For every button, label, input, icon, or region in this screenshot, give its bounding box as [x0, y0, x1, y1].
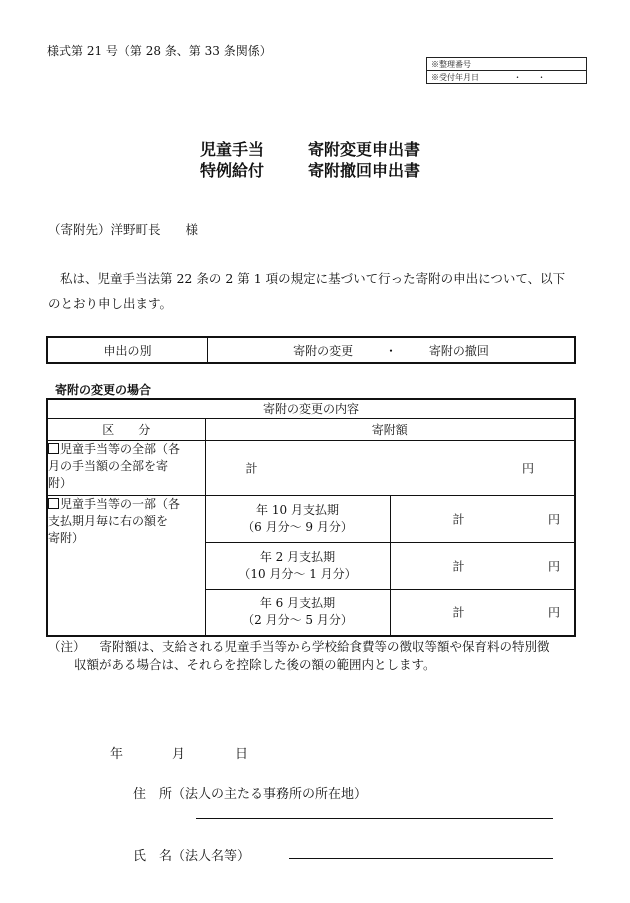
amount-header: 寄附額: [205, 418, 575, 440]
title-child-allowance: 児童手当: [200, 140, 265, 159]
october-yen-label: 円: [547, 512, 560, 526]
all-total-label: 計: [245, 461, 258, 475]
name-label: 氏 名（法人名等）: [133, 849, 251, 864]
june-total-label: 計: [452, 605, 465, 620]
period-october: [205, 495, 390, 542]
partial-option-cell[interactable]: [47, 495, 205, 636]
declaration-line-1: 私は、児童手当法第 22 条の 2 第 1 項の規定に基づいて行った寄附の申出について、以下: [60, 271, 566, 286]
period-june: [205, 589, 390, 636]
period-october-months: （6 月分～ 9 月分）: [242, 519, 353, 534]
title-special-benefit: 特例給付: [200, 161, 265, 180]
category-header: 区 分: [47, 418, 205, 440]
note-label: （注）: [48, 639, 86, 654]
address-label: 住 所（法人の主たる事務所の所在地）: [133, 787, 368, 802]
name-line[interactable]: [289, 858, 553, 859]
period-june-months: （2 月分～ 5 月分）: [242, 613, 353, 628]
date-year-label: 年: [110, 747, 124, 762]
period-october-name: 年 10 月支払期: [256, 502, 339, 517]
option-separator: ・: [384, 343, 397, 358]
june-yen-label: 円: [547, 605, 560, 620]
form-number: 様式第 21 号（第 28 条、第 33 条関係）: [47, 44, 272, 58]
option-change[interactable]: 寄附の変更: [293, 343, 354, 358]
title-change-request: 寄附変更申出書: [308, 140, 421, 159]
reference-number-label: ※整理番号: [427, 58, 587, 71]
october-total-label: 計: [452, 512, 465, 526]
change-content-table: [46, 398, 576, 637]
all-option-line-3: 附）: [48, 475, 73, 490]
partial-option-checkbox[interactable]: [48, 498, 59, 509]
office-use-box: [426, 57, 587, 84]
period-february-months: （10 月分～ 1 月分）: [238, 566, 357, 581]
note-line-2: 収額がある場合は、それらを控除した後の額の範囲内とします。: [74, 657, 436, 672]
note: [48, 638, 593, 674]
request-type-table: [46, 336, 576, 364]
received-date-dots: ・ ・: [513, 72, 546, 82]
february-yen-label: 円: [547, 559, 560, 573]
partial-option-line-1: 児童手当等の一部（各: [60, 496, 181, 511]
period-february-amount[interactable]: [390, 542, 575, 589]
partial-option-line-3: 寄附）: [48, 530, 85, 545]
period-june-name: 年 6 月支払期: [259, 596, 336, 611]
all-option-amount[interactable]: [205, 440, 575, 495]
all-option-cell[interactable]: [47, 440, 205, 495]
february-total-label: 計: [452, 559, 465, 573]
all-option-checkbox[interactable]: [48, 443, 59, 454]
period-february: [205, 542, 390, 589]
declaration-text: [48, 266, 588, 316]
period-june-amount[interactable]: [390, 589, 575, 636]
request-type-options: [208, 337, 576, 363]
partial-option-line-2: 支払期月毎に右の額を: [48, 513, 169, 528]
date-day-label: 日: [235, 747, 249, 762]
received-date-label: ※受付年月日: [431, 72, 479, 82]
all-yen-label: 円: [521, 461, 534, 475]
note-line-1: 寄附額は、支給される児童手当等から学校給食費等の徴収等額や保育料の特別徴: [99, 639, 550, 654]
addressee: （寄附先）洋野町長 様: [48, 222, 199, 237]
request-type-label: 申出の別: [47, 337, 208, 363]
title-withdraw-request: 寄附撤回申出書: [308, 161, 421, 180]
option-withdraw[interactable]: 寄附の撤回: [428, 343, 489, 358]
date-month-label: 月: [172, 747, 186, 762]
declaration-line-2: のとおり申し出ます。: [48, 296, 173, 311]
change-section-title: 寄附の変更の場合: [55, 383, 152, 397]
period-october-amount[interactable]: [390, 495, 575, 542]
change-content-header: 寄附の変更の内容: [47, 399, 575, 418]
received-date-cell[interactable]: [427, 71, 587, 84]
address-line[interactable]: [196, 818, 553, 819]
all-option-line-1: 児童手当等の全部（各: [60, 441, 181, 456]
all-option-line-2: 月の手当額の全部を寄: [48, 458, 169, 473]
period-february-name: 年 2 月支払期: [259, 549, 336, 564]
